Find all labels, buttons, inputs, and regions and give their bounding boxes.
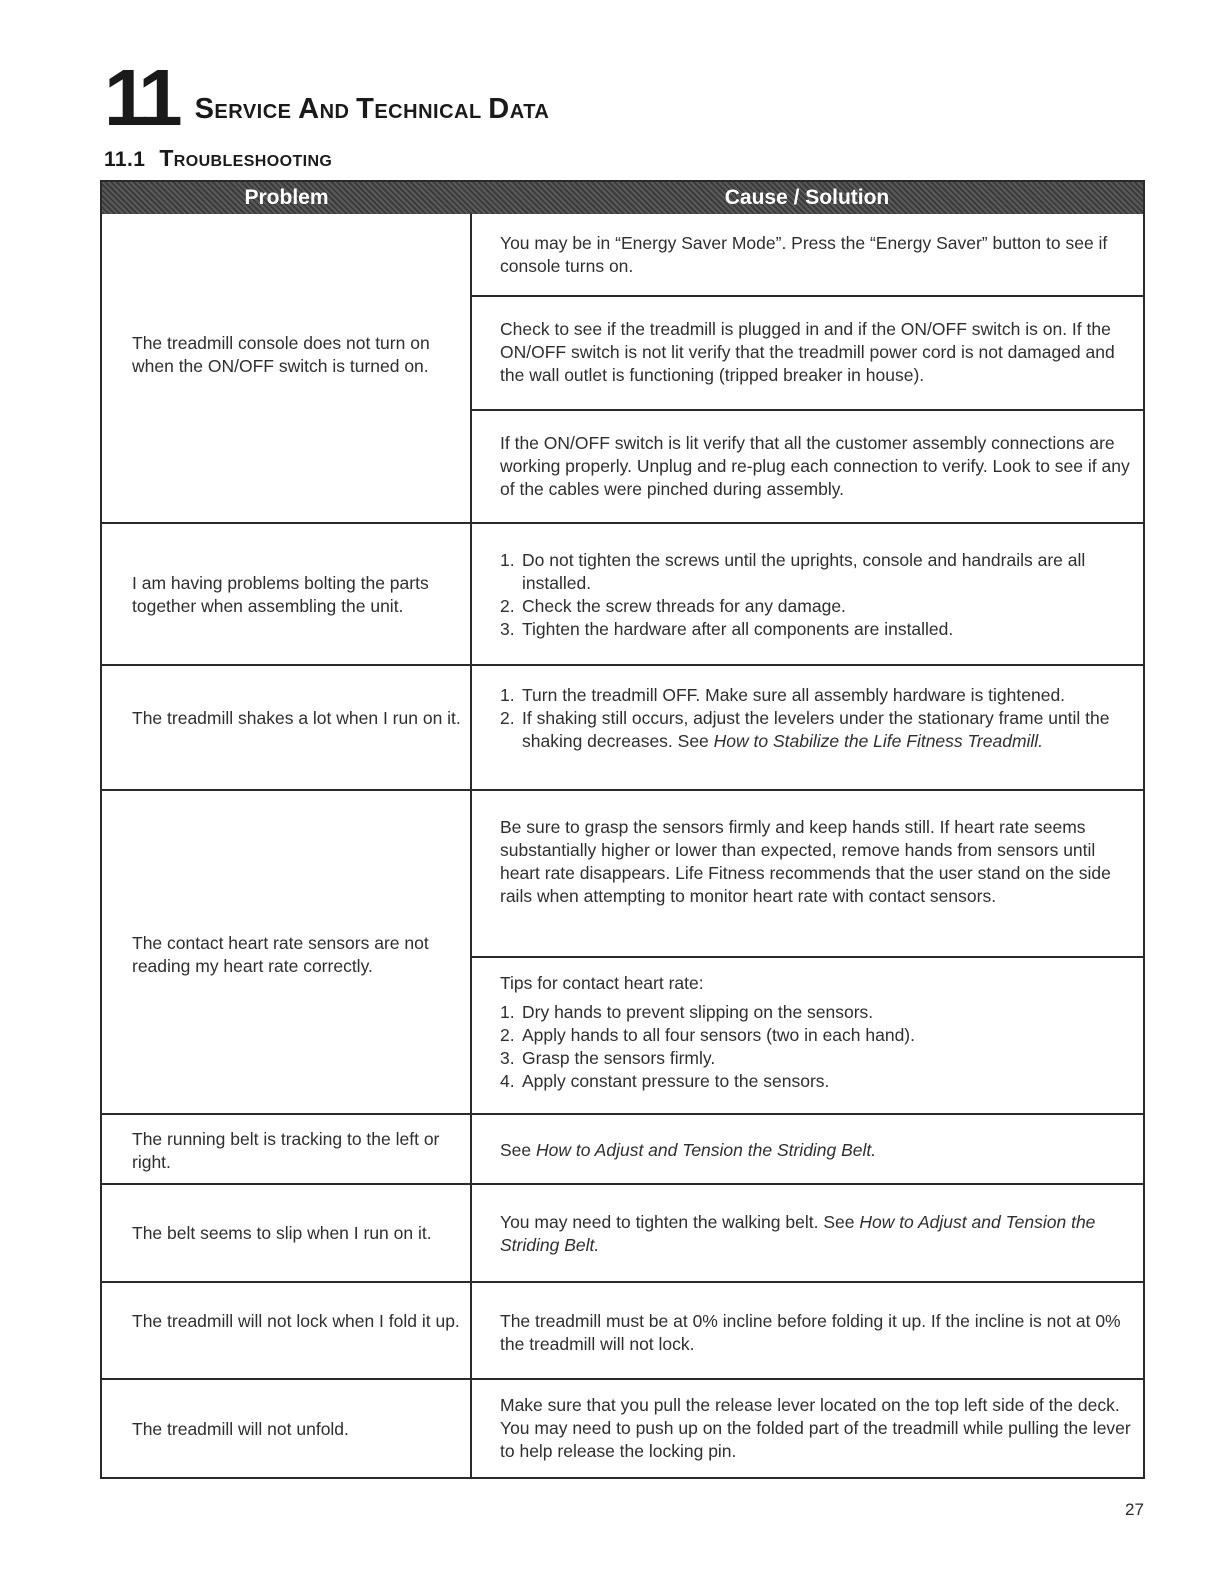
- solution-cell: See How to Adjust and Tension the Striding Belt.: [500, 1140, 877, 1160]
- problem-cell: The treadmill console does not turn on when the ON/OFF switch is turned on.: [132, 333, 430, 376]
- table-header: [102, 182, 1143, 214]
- chapter-title-word: And: [298, 93, 350, 125]
- chapter-title: [194, 93, 550, 125]
- list-item: 3. Tighten the hardware after all components are installed.: [500, 619, 954, 639]
- solution-cell: If the ON/OFF switch is lit verify that all the customer assembly connections are working properly. Unplug and re-plug each connection to verify. Look to see if any of the cables were pinched during assembly.: [500, 433, 1130, 499]
- problem-cell: The treadmill shakes a lot when I run on it.: [132, 708, 461, 728]
- problem-cell: The treadmill will not lock when I fold it up.: [132, 1311, 460, 1331]
- row-divider: [102, 789, 1143, 791]
- row-divider: [102, 1183, 1143, 1185]
- page-number: 27: [1125, 1500, 1144, 1519]
- solution-cell: Make sure that you pull the release lever located on the top left side of the deck. You may need to push up on the folded part of the treadmill while pulling the lever to help release the locking pin.: [500, 1395, 1131, 1461]
- row-divider: [102, 1113, 1143, 1115]
- list-item: 1. Dry hands to prevent slipping on the sensors.: [500, 1002, 874, 1022]
- row-divider: [102, 664, 1143, 666]
- cell-divider: [470, 295, 1143, 297]
- tips-title: Tips for contact heart rate:: [500, 973, 704, 993]
- header-problem: Problem: [244, 186, 329, 209]
- problem-cell: The belt seems to slip when I run on it.: [132, 1223, 432, 1243]
- solution-cell: The treadmill must be at 0% incline before folding it up. If the incline is not at 0% the treadmill will not lock.: [500, 1311, 1121, 1354]
- list-item: 1. Do not tighten the screws until the uprights, console and handrails are all installed.: [500, 550, 1086, 593]
- problem-cell: The treadmill will not unfold.: [132, 1419, 349, 1439]
- list-item: 2. Apply hands to all four sensors (two in each hand).: [500, 1025, 915, 1045]
- chapter-title-word: Technical: [356, 93, 482, 125]
- solution-cell: Check to see if the treadmill is plugged in and if the ON/OFF switch is on. If the ON/OFF switch is not lit verify that the treadmill power cord is not damaged and the wall outlet is functioning (tripped breaker in house).: [500, 319, 1115, 385]
- list-item: 3. Grasp the sensors firmly.: [500, 1048, 716, 1068]
- list-item: 2. Check the screw threads for any damage.: [500, 596, 846, 616]
- cell-divider: [470, 956, 1143, 958]
- problem-cell: The contact heart rate sensors are not reading my heart rate correctly.: [132, 933, 429, 976]
- section-number: 11.1: [104, 148, 146, 171]
- tips-block: [500, 972, 1140, 1093]
- manual-reference: How to Adjust and Tension the Striding Belt.: [500, 1212, 1096, 1255]
- solution-list: [500, 549, 1140, 641]
- chapter-number: 11: [104, 53, 177, 142]
- list-item: 2. If shaking still occurs, adjust the levelers under the stationary frame until the shaking decreases. See How to Stabilize the Life Fitness Treadmill.: [500, 708, 1110, 751]
- chapter-heading: [104, 53, 550, 142]
- troubleshooting-table: [100, 180, 1145, 1479]
- cell-divider: [470, 409, 1143, 411]
- chapter-title-word: Data: [488, 93, 550, 125]
- chapter-title-word: Service: [194, 93, 292, 125]
- manual-reference: How to Stabilize the Life Fitness Treadmill.: [713, 731, 1044, 751]
- list-item: 1. Turn the treadmill OFF. Make sure all assembly hardware is tightened.: [500, 685, 1066, 705]
- section-heading: [104, 145, 332, 172]
- solution-cell: You may need to tighten the walking belt. See How to Adjust and Tension the Striding Belt.: [500, 1212, 1096, 1255]
- list-item: 4. Apply constant pressure to the sensors.: [500, 1071, 830, 1091]
- header-cause-solution: Cause / Solution: [724, 186, 890, 209]
- row-divider: [102, 522, 1143, 524]
- problem-cell: I am having problems bolting the parts together when assembling the unit.: [132, 573, 429, 616]
- solution-cell: You may be in “Energy Saver Mode”. Press the “Energy Saver” button to see if console turns on.: [500, 233, 1108, 276]
- section-title: Troubleshooting: [159, 145, 333, 171]
- tips-list: [500, 1001, 1140, 1093]
- problem-cell: The running belt is tracking to the left or right.: [132, 1129, 440, 1172]
- solution-cell: Be sure to grasp the sensors firmly and keep hands still. If heart rate seems substantially higher or lower than expected, remove hands from sensors until heart rate disappears. Life Fitness recommends that the user stand on the side rails when attempting to monitor heart rate with contact sensors.: [500, 817, 1111, 906]
- solution-list: [500, 684, 1140, 753]
- row-divider: [102, 1281, 1143, 1283]
- column-divider: [470, 214, 472, 1479]
- row-divider: [102, 1378, 1143, 1380]
- manual-reference: How to Adjust and Tension the Striding Belt.: [536, 1140, 877, 1160]
